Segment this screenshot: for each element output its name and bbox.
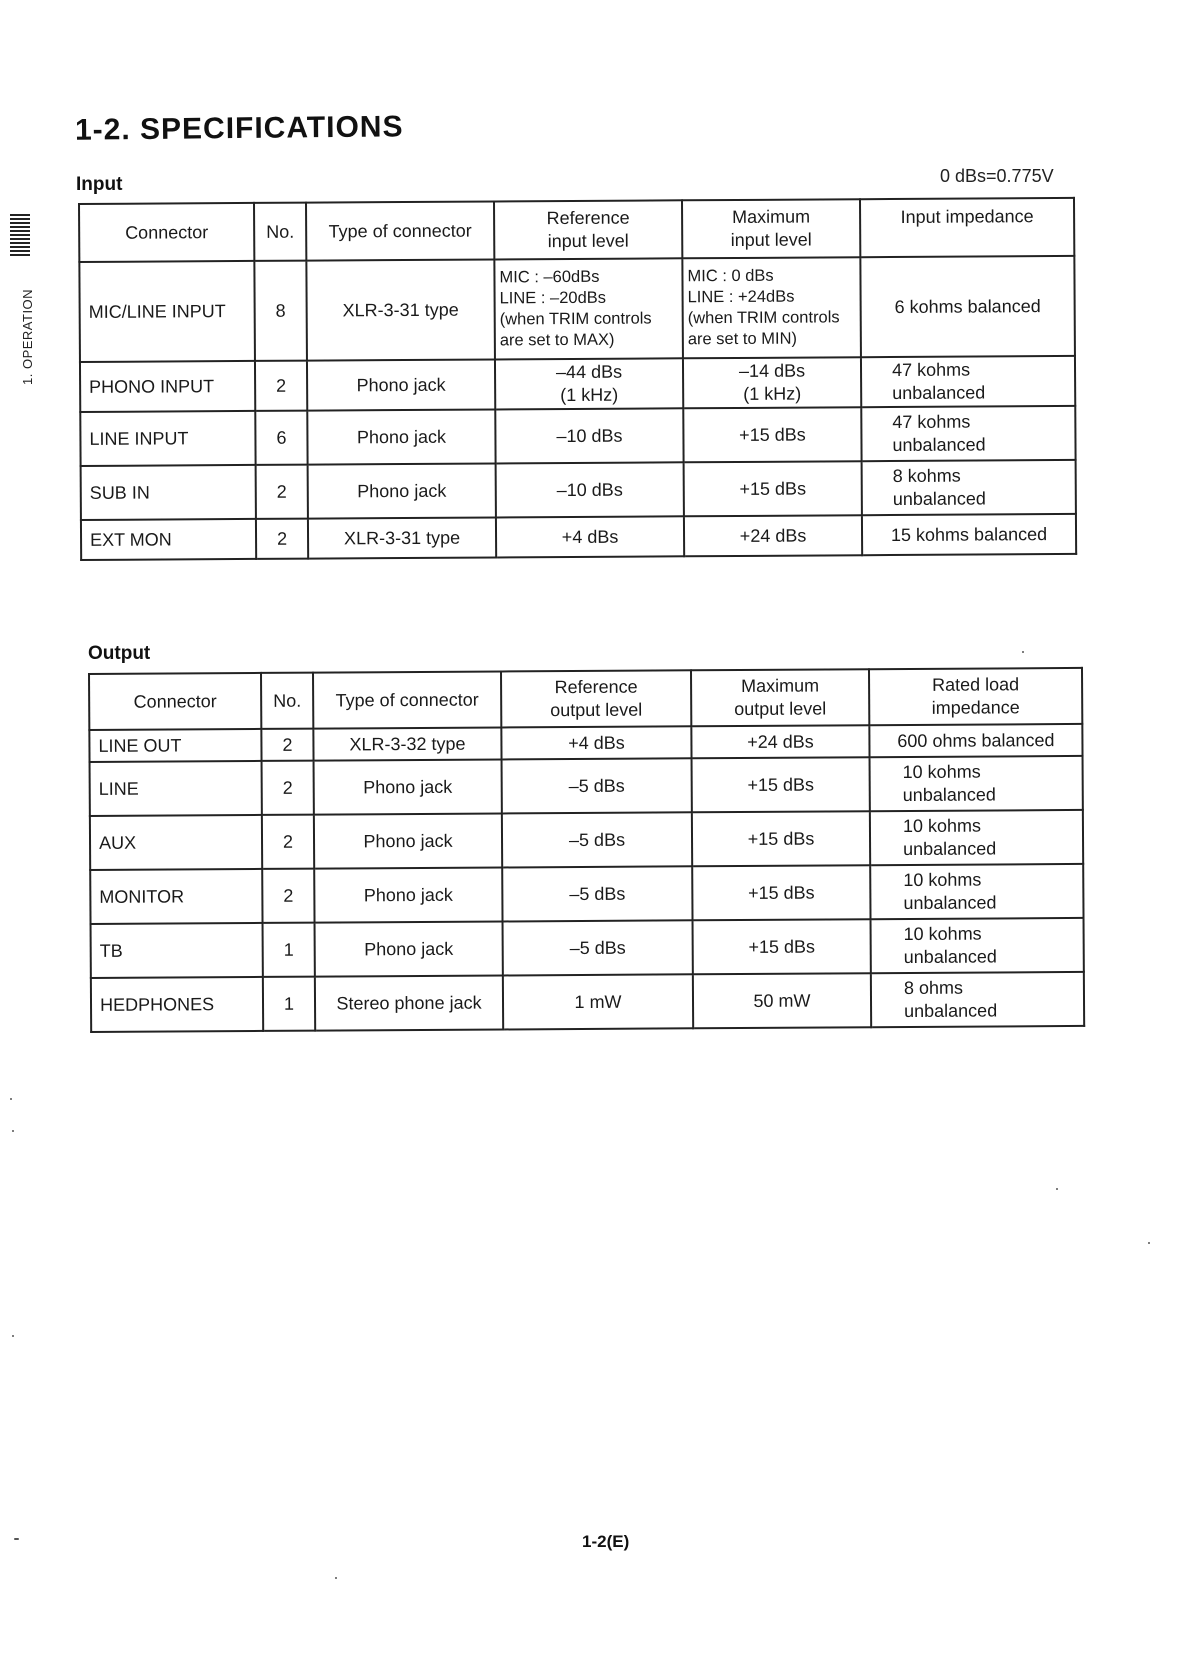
reference-level-cell: +4 dBs xyxy=(496,516,684,557)
impedance-cell: 6 kohms balanced xyxy=(860,256,1075,357)
reference-note: 0 dBs=0.775V xyxy=(940,166,1054,186)
reference-level-cell: MIC : –60dBs LINE : –20dBs (when TRIM controls are set to MAX) xyxy=(494,258,683,359)
maximum-level-cell: +15 dBs xyxy=(692,865,870,920)
output-section-label: Output xyxy=(88,643,151,664)
table-row xyxy=(91,972,1084,1032)
input-header-type: Type of connector xyxy=(306,201,494,260)
output-header-type: Type of connector xyxy=(313,671,501,728)
impedance-cell: 15 kohms balanced xyxy=(862,514,1076,555)
reference-level-cell: –5 dBs xyxy=(502,758,692,813)
impedance-cell: 10 kohms unbalanced xyxy=(870,864,1083,919)
connector-cell: MIC/LINE INPUT xyxy=(79,261,255,362)
maximum-level-cell: +15 dBs xyxy=(692,757,870,812)
count-cell: 2 xyxy=(256,465,308,519)
scan-speck xyxy=(14,1538,19,1540)
connector-cell: TB xyxy=(91,923,263,978)
impedance-cell: 8 ohms unbalanced xyxy=(871,972,1084,1027)
output-spec-table xyxy=(88,667,1085,1033)
table-row xyxy=(80,356,1075,412)
maximum-level-cell: +24 dBs xyxy=(684,515,862,556)
count-cell: 2 xyxy=(261,729,313,761)
scan-speck xyxy=(1056,1188,1058,1190)
scan-speck xyxy=(12,1130,14,1132)
table-row xyxy=(90,756,1083,816)
count-cell: 2 xyxy=(262,815,314,869)
scan-speck xyxy=(10,1098,12,1100)
count-cell: 1 xyxy=(263,923,315,977)
input-header-no: No. xyxy=(254,203,306,261)
maximum-level-cell: –14 dBs (1 kHz) xyxy=(683,357,861,408)
count-cell: 2 xyxy=(256,519,308,559)
table-row xyxy=(81,460,1076,520)
output-header-impedance: Rated load impedance xyxy=(869,668,1082,725)
connector-cell: MONITOR xyxy=(90,869,262,924)
output-header-maximum: Maximum output level xyxy=(691,669,869,726)
reference-level-cell: –5 dBs xyxy=(502,866,692,921)
impedance-cell: 47 kohms unbalanced xyxy=(861,406,1075,461)
maximum-level-cell: +15 dBs xyxy=(683,407,861,462)
input-header-maximum: Maximum input level xyxy=(682,199,860,258)
scan-speck xyxy=(12,1335,14,1337)
type-cell: XLR-3-31 type xyxy=(306,259,495,360)
type-cell: Phono jack xyxy=(308,463,496,518)
reference-level-cell: –5 dBs xyxy=(503,920,693,975)
connector-cell: LINE xyxy=(90,761,262,816)
maximum-level-cell: 50 mW xyxy=(693,973,871,1028)
type-cell: XLR-3-31 type xyxy=(308,517,496,558)
impedance-cell: 600 ohms balanced xyxy=(869,724,1082,757)
impedance-cell: 10 kohms unbalanced xyxy=(870,810,1083,865)
type-cell: XLR-3-32 type xyxy=(313,727,501,760)
maximum-level-cell: +15 dBs xyxy=(684,461,862,516)
page-title: 1-2. SPECIFICATIONS xyxy=(74,110,404,147)
side-tab-marker xyxy=(10,214,30,256)
type-cell: Phono jack xyxy=(307,409,495,464)
input-header-row xyxy=(79,198,1074,262)
count-cell: 2 xyxy=(262,761,314,815)
type-cell: Phono jack xyxy=(314,759,502,814)
reference-level-cell: 1 mW xyxy=(503,974,693,1029)
scan-speck xyxy=(1022,651,1024,653)
scan-speck xyxy=(335,1577,337,1579)
maximum-level-cell: +24 dBs xyxy=(691,725,869,758)
connector-cell: LINE OUT xyxy=(89,729,261,762)
count-cell: 6 xyxy=(255,411,307,465)
reference-level-cell: –44 dBs (1 kHz) xyxy=(495,358,683,409)
type-cell: Phono jack xyxy=(314,813,502,868)
input-header-impedance: Input impedance xyxy=(860,198,1074,257)
count-cell: 2 xyxy=(255,361,307,411)
output-header-no: No. xyxy=(261,673,313,729)
input-spec-table xyxy=(78,197,1077,561)
maximum-level-cell: +15 dBs xyxy=(693,919,871,974)
table-row xyxy=(79,256,1075,362)
output-header-reference: Reference output level xyxy=(501,670,691,727)
input-header-connector: Connector xyxy=(79,203,254,262)
page-number: 1-2(E) xyxy=(582,1532,630,1551)
impedance-cell: 47 kohms unbalanced xyxy=(861,356,1075,407)
type-cell: Phono jack xyxy=(315,921,503,976)
table-row xyxy=(90,810,1083,870)
count-cell: 2 xyxy=(262,869,314,923)
connector-cell: EXT MON xyxy=(81,519,256,560)
count-cell: 8 xyxy=(254,261,307,361)
impedance-cell: 8 kohms unbalanced xyxy=(862,460,1076,515)
reference-level-cell: +4 dBs xyxy=(501,726,691,759)
output-header-row xyxy=(89,668,1082,730)
type-cell: Phono jack xyxy=(307,359,495,410)
type-cell: Phono jack xyxy=(314,867,502,922)
connector-cell: LINE INPUT xyxy=(80,411,255,466)
maximum-level-cell: MIC : 0 dBs LINE : +24dBs (when TRIM controls are set to MIN) xyxy=(682,257,861,358)
table-row xyxy=(81,514,1076,560)
side-tab xyxy=(10,200,35,390)
input-section-label: Input xyxy=(76,174,123,195)
count-cell: 1 xyxy=(263,977,315,1031)
output-header-connector: Connector xyxy=(89,673,261,730)
reference-level-cell: –5 dBs xyxy=(502,812,692,867)
impedance-cell: 10 kohms unbalanced xyxy=(870,756,1083,811)
connector-cell: AUX xyxy=(90,815,262,870)
input-header-reference: Reference input level xyxy=(494,200,682,259)
impedance-cell: 10 kohms unbalanced xyxy=(871,918,1084,973)
reference-level-cell: –10 dBs xyxy=(496,462,684,517)
reference-level-cell: –10 dBs xyxy=(495,408,683,463)
side-tab-label: 1. OPERATION xyxy=(20,288,35,385)
maximum-level-cell: +15 dBs xyxy=(692,811,870,866)
table-row xyxy=(91,918,1084,978)
table-row xyxy=(80,406,1075,466)
scan-speck xyxy=(1148,1242,1150,1244)
connector-cell: HEDPHONES xyxy=(91,977,263,1032)
connector-cell: PHONO INPUT xyxy=(80,361,255,412)
type-cell: Stereo phone jack xyxy=(315,975,503,1030)
connector-cell: SUB IN xyxy=(81,465,256,520)
table-row xyxy=(90,864,1083,924)
